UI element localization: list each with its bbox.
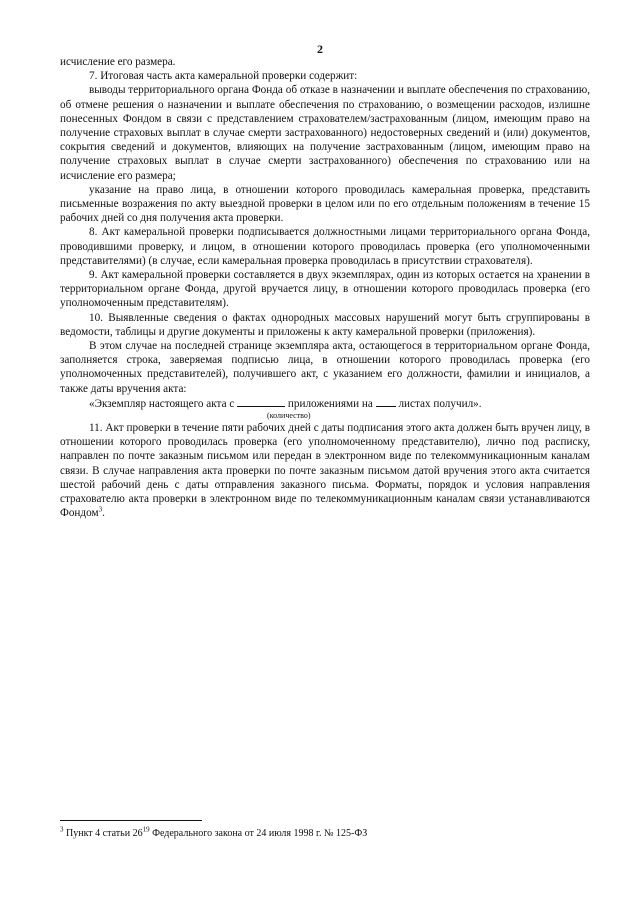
receipt-line	[60, 396, 590, 411]
footnote-text-start: Пункт 4 статьи 26	[63, 828, 143, 839]
footnote-article-sup: 19	[142, 825, 150, 834]
footnote-ref: 3	[98, 505, 103, 514]
footnote-mark: 3	[60, 825, 64, 834]
paragraph-11-end: .	[102, 507, 105, 520]
paragraph-9: 9. Акт камеральной проверки составляется в двух экземплярах, один из которых остается на хранении в территориальном органе Фонда, другой вручается лицу, в отношении которого проводилась проверка (его уполномоченным представителям).	[60, 269, 590, 310]
blank-count-field	[237, 396, 285, 407]
document-body	[60, 55, 590, 521]
paragraph-7-conclusions: выводы территориального органа Фонда об отказе в назначении и выплате обеспечения по страхованию, об отмене решения о назначении и выплате обеспечения по страхованию, о возмещении расходов, излишне понесенных Фондом в связи с представлением страхователем/застрахованным (лицом, имеющим право на получение страховых выплат в случае смерти застрахованного) недостоверных сведений и (или) документов, сокрытия сведений и документов, влияющих на получение застрахованным (лицом, имеющим право на получение страховых выплат в случае смерти застрахованного) обеспечения по страхованию или на исчисление его размера;	[60, 84, 590, 182]
blank-caption: (количество)	[267, 411, 311, 421]
footnote	[60, 825, 590, 840]
page-number: 2	[317, 42, 323, 56]
receipt-text-middle: приложениями на	[287, 397, 373, 410]
receipt-text-end: листах получил».	[398, 397, 482, 410]
blank-sheets-field	[376, 396, 396, 407]
paragraph-7-objection-right: указание на право лица, в отношении которого проводилась камеральная проверка, представить письменные возражения по акту выездной проверки в целом или по его отдельным положениям в течение 15 рабочих дней со дня получения акта проверки.	[60, 183, 590, 225]
footnote-divider	[60, 820, 202, 821]
paragraph-7: 7. Итоговая часть акта камеральной проверки содержит:	[89, 70, 358, 83]
paragraph-11-text: 11. Акт проверки в течение пяти рабочих дней с даты подписания этого акта должен быть вручен лицу, в отношении которого проводилась проверка (его уполномоченному представителю), лично под расписку, направлен по почте заказным письмом или передан в электронном виде по телекоммуникационным каналам связи. В случае направления акта проверки по почте заказным письмом датой вручения этого акта считается шестой рабочий день с даты отправления заказного письма. Форматы, порядок и условия направления страхователю акта проверки в электронном виде по телекоммуникационным каналам связи устанавливаются Фондом	[60, 422, 590, 520]
receipt-text-start: «Экземпляр настоящего акта с	[89, 397, 235, 410]
paragraph-continuation: исчисление его размера.	[60, 56, 176, 68]
footnote-text-end: Федерального закона от 24 июля 1998 г. № 125-ФЗ	[149, 828, 368, 839]
paragraph-10: 10. Выявленные сведения о фактах однородных массовых нарушений могут быть сгруппированы в ведомости, таблицы и другие документы и приложены к акту камеральной проверки (приложения).	[60, 311, 590, 338]
paragraph-10-detail: В этом случае на последней странице экземпляра акта, остающегося в территориальном органе Фонда, заполняется строка, заверяемая подписью лица, в отношении которого проводилась проверка (его уполномоченных представителей), получившего акт, с указанием его должности, фамилии и инициалов, а также даты вручения акта:	[60, 340, 590, 395]
paragraph-8: 8. Акт камеральной проверки подписывается должностными лицами территориального органа Фонда, проводившими проверку, и лицом, в отношении которого проводилась проверка (его уполномоченными представителями) (в случае, если камеральная проверка проводилась в присутствии страхователя).	[60, 226, 590, 267]
paragraph-11	[60, 421, 590, 520]
